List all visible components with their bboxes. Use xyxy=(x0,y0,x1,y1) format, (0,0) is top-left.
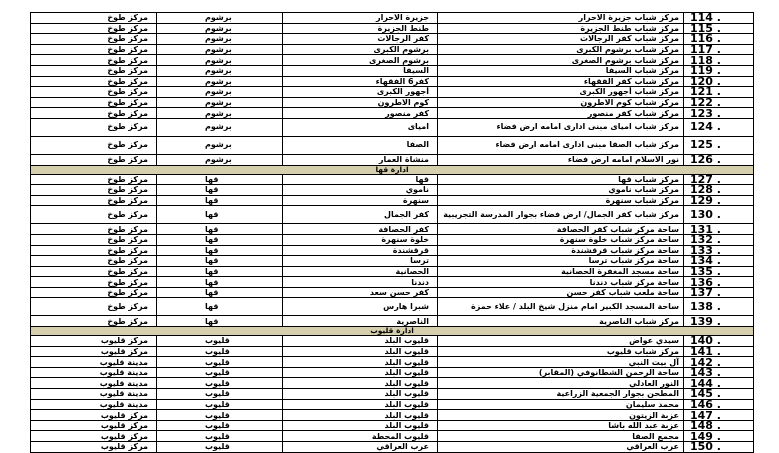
location-name-cell: مركز شباب برشوم الكبرى xyxy=(438,44,684,55)
location-name-cell: مركز شباب قليوب xyxy=(438,346,684,357)
locations-table xyxy=(30,12,754,453)
markaz-cell: قليوب xyxy=(157,378,283,389)
center-cell: مركز طوخ xyxy=(31,185,157,196)
table-row xyxy=(31,206,754,224)
markaz-cell: قليوب xyxy=(157,410,283,421)
location-name-cell: ساحة مركز شباب ترسا xyxy=(438,256,684,267)
table-row xyxy=(31,389,754,400)
table-row xyxy=(31,410,754,421)
center-cell: مركز طوخ xyxy=(31,234,157,245)
row-number-cell: 125 . xyxy=(684,136,754,154)
village-cell: طنط الجزيرة xyxy=(283,23,438,34)
row-number-cell: 130 . xyxy=(684,206,754,224)
markaz-cell: برشوم xyxy=(157,55,283,66)
row-number-cell: 143 . xyxy=(684,367,754,378)
village-cell: كفر منصور xyxy=(283,108,438,119)
markaz-cell: قها xyxy=(157,256,283,267)
row-number-cell: 139 . xyxy=(684,316,754,327)
location-name-cell: مركز شباب سنهرة xyxy=(438,195,684,206)
village-cell: كفر6 الفقهاء xyxy=(283,76,438,87)
location-name-cell: مركز شباب كفر الفقهاء xyxy=(438,76,684,87)
table-row xyxy=(31,357,754,368)
center-cell: مركز طوخ xyxy=(31,277,157,288)
center-cell: مركز طوخ xyxy=(31,154,157,165)
location-name-cell: مركز شباب الصفا مبنى ادارى امامه ارض فضاء xyxy=(438,136,684,154)
row-number-cell: 119 . xyxy=(684,65,754,76)
markaz-cell: برشوم xyxy=(157,13,283,24)
markaz-cell: قها xyxy=(157,266,283,277)
markaz-cell: قليوب xyxy=(157,442,283,453)
village-cell: عرب العراقي xyxy=(283,442,438,453)
location-name-cell: المطحن بجوار الجمعية الزراعية xyxy=(438,389,684,400)
center-cell: مركز طوخ xyxy=(31,23,157,34)
location-name-cell: مركز شباب كفر منصور xyxy=(438,108,684,119)
village-cell: امياى xyxy=(283,118,438,136)
center-cell: مركز طوخ xyxy=(31,256,157,267)
center-cell: مركز طوخ xyxy=(31,118,157,136)
row-number-cell: 114 . xyxy=(684,13,754,24)
markaz-cell: قليوب xyxy=(157,399,283,410)
markaz-cell: قليوب xyxy=(157,420,283,431)
row-number-cell: 141 . xyxy=(684,346,754,357)
village-cell: قليوب البلد xyxy=(283,336,438,347)
village-cell: قها xyxy=(283,174,438,185)
center-cell: مركز طوخ xyxy=(31,97,157,108)
location-name-cell: نور الاسلام امامه ارض فضاء xyxy=(438,154,684,165)
village-cell: قليوب البلد xyxy=(283,389,438,400)
village-cell: جزيرة الاحرار xyxy=(283,13,438,24)
row-number-cell: 126 . xyxy=(684,154,754,165)
section-header-row xyxy=(31,327,754,336)
table-row xyxy=(31,442,754,453)
row-number-cell: 142 . xyxy=(684,357,754,368)
location-name-cell: مركز شباب كوم الاطرون xyxy=(438,97,684,108)
table-row xyxy=(31,13,754,24)
center-cell: مركز طوخ xyxy=(31,316,157,327)
village-cell: الصفا xyxy=(283,136,438,154)
center-cell: مركز قليوب xyxy=(31,336,157,347)
table-body xyxy=(31,13,754,453)
location-name-cell: ساحة مركز شباب كفر الحصافة xyxy=(438,224,684,235)
markaz-cell: قها xyxy=(157,245,283,256)
village-cell: أجهور الكبرى xyxy=(283,87,438,98)
location-name-cell: مركز شباب برشوم الصغرى xyxy=(438,55,684,66)
row-number-cell: 133 . xyxy=(684,245,754,256)
center-cell: مركز قليوب xyxy=(31,420,157,431)
location-name-cell: مركز شباب قها xyxy=(438,174,684,185)
village-cell: قليوب البلد xyxy=(283,420,438,431)
table-row xyxy=(31,108,754,119)
location-name-cell: النور العادلي xyxy=(438,378,684,389)
location-name-cell: مركز شباب طنط الجزيرة xyxy=(438,23,684,34)
markaz-cell: برشوم xyxy=(157,76,283,87)
table-row xyxy=(31,174,754,185)
village-cell: منشاة العمار xyxy=(283,154,438,165)
row-number-cell: 118 . xyxy=(684,55,754,66)
markaz-cell: برشوم xyxy=(157,65,283,76)
table-row xyxy=(31,76,754,87)
village-cell: قليوب البلد xyxy=(283,346,438,357)
village-cell: برشوم الكبرى xyxy=(283,44,438,55)
table-row xyxy=(31,136,754,154)
table-row xyxy=(31,287,754,298)
table-row xyxy=(31,336,754,347)
village-cell: السيفا xyxy=(283,65,438,76)
village-cell: الحصانية xyxy=(283,266,438,277)
markaz-cell: برشوم xyxy=(157,34,283,45)
table-row xyxy=(31,367,754,378)
table-row xyxy=(31,44,754,55)
location-name-cell: مركز شباب أجهور الكبرى xyxy=(438,87,684,98)
center-cell: مركز طوخ xyxy=(31,44,157,55)
markaz-cell: برشوم xyxy=(157,154,283,165)
markaz-cell: برشوم xyxy=(157,108,283,119)
center-cell: مركز طوخ xyxy=(31,65,157,76)
table-row xyxy=(31,87,754,98)
row-number-cell: 150 . xyxy=(684,442,754,453)
markaz-cell: برشوم xyxy=(157,23,283,34)
village-cell: كفر حسن سعد xyxy=(283,287,438,298)
table-row xyxy=(31,298,754,316)
location-name-cell: ساحة مركز شباب قرقشندة xyxy=(438,245,684,256)
row-number-cell: 127 . xyxy=(684,174,754,185)
village-cell: برشوم الصغرى xyxy=(283,55,438,66)
village-cell: ترسا xyxy=(283,256,438,267)
center-cell: مركز طوخ xyxy=(31,136,157,154)
center-cell: مركز طوخ xyxy=(31,245,157,256)
markaz-cell: قليوب xyxy=(157,357,283,368)
row-number-cell: 128 . xyxy=(684,185,754,196)
row-number-cell: 117 . xyxy=(684,44,754,55)
table-row xyxy=(31,55,754,66)
location-name-cell: ساحة مركز شباب دندنا xyxy=(438,277,684,288)
row-number-cell: 144 . xyxy=(684,378,754,389)
row-number-cell: 131 . xyxy=(684,224,754,235)
center-cell: مدينة قليوب xyxy=(31,389,157,400)
table-row xyxy=(31,346,754,357)
markaz-cell: قها xyxy=(157,277,283,288)
table-row xyxy=(31,65,754,76)
markaz-cell: برشوم xyxy=(157,118,283,136)
location-name-cell: عزبة عبد الله باشا xyxy=(438,420,684,431)
table-row xyxy=(31,378,754,389)
center-cell: مركز قليوب xyxy=(31,431,157,442)
center-cell: مركز طوخ xyxy=(31,224,157,235)
table-row xyxy=(31,277,754,288)
row-number-cell: 145 . xyxy=(684,389,754,400)
markaz-cell: قليوب xyxy=(157,431,283,442)
center-cell: مركز طوخ xyxy=(31,287,157,298)
center-cell: مركز طوخ xyxy=(31,13,157,24)
center-cell: مركز طوخ xyxy=(31,206,157,224)
table-row xyxy=(31,97,754,108)
row-number-cell: 140 . xyxy=(684,336,754,347)
table-row xyxy=(31,23,754,34)
center-cell: مركز طوخ xyxy=(31,108,157,119)
village-cell: الناصرية xyxy=(283,316,438,327)
row-number-cell: 122 . xyxy=(684,97,754,108)
village-cell: قليوب البلد xyxy=(283,378,438,389)
location-name-cell: مركز شباب جزيرة الاحرار xyxy=(438,13,684,24)
center-cell: مدينة قليوب xyxy=(31,367,157,378)
location-name-cell: عزبة الزيتون xyxy=(438,410,684,421)
row-number-cell: 123 . xyxy=(684,108,754,119)
location-name-cell: ساحة الرحمن الشطانوفي (المقابر) xyxy=(438,367,684,378)
markaz-cell: برشوم xyxy=(157,97,283,108)
village-cell: قليوب المحطة xyxy=(283,431,438,442)
table-row xyxy=(31,224,754,235)
village-cell: كفر الرجالات xyxy=(283,34,438,45)
row-number-cell: 134 . xyxy=(684,256,754,267)
center-cell: مركز قليوب xyxy=(31,442,157,453)
table-row xyxy=(31,154,754,165)
center-cell: مركز طوخ xyxy=(31,76,157,87)
row-number-cell: 115 . xyxy=(684,23,754,34)
markaz-cell: قها xyxy=(157,174,283,185)
row-number-cell: 149 . xyxy=(684,431,754,442)
markaz-cell: قها xyxy=(157,234,283,245)
table-row xyxy=(31,34,754,45)
center-cell: مركز طوخ xyxy=(31,195,157,206)
section-title: ادارة قليوب xyxy=(31,327,754,336)
table-row xyxy=(31,256,754,267)
village-cell: كوم الاطرون xyxy=(283,97,438,108)
center-cell: مدينة قليوب xyxy=(31,378,157,389)
location-name-cell: ساحة مسجد المغفرة الحصانية xyxy=(438,266,684,277)
markaz-cell: قليوب xyxy=(157,346,283,357)
markaz-cell: برشوم xyxy=(157,87,283,98)
center-cell: مركز طوخ xyxy=(31,87,157,98)
center-cell: مركز طوخ xyxy=(31,266,157,277)
row-number-cell: 124 . xyxy=(684,118,754,136)
center-cell: مركز قليوب xyxy=(31,410,157,421)
center-cell: مركز قليوب xyxy=(31,346,157,357)
table-row xyxy=(31,118,754,136)
row-number-cell: 148 . xyxy=(684,420,754,431)
table-row xyxy=(31,431,754,442)
table-row xyxy=(31,195,754,206)
table-row xyxy=(31,399,754,410)
location-name-cell: عرب العراقي xyxy=(438,442,684,453)
markaz-cell: قها xyxy=(157,185,283,196)
row-number-cell: 137 . xyxy=(684,287,754,298)
village-cell: سنهرة xyxy=(283,195,438,206)
location-name-cell: مركز شباب الناصرية xyxy=(438,316,684,327)
markaz-cell: قها xyxy=(157,206,283,224)
table-row xyxy=(31,266,754,277)
location-name-cell: مركز شباب كفر الرجالات xyxy=(438,34,684,45)
row-number-cell: 120 . xyxy=(684,76,754,87)
location-name-cell: محمد سليمان xyxy=(438,399,684,410)
markaz-cell: قها xyxy=(157,224,283,235)
section-header-row xyxy=(31,165,754,174)
markaz-cell: قليوب xyxy=(157,389,283,400)
row-number-cell: 146 . xyxy=(684,399,754,410)
location-name-cell: ساحة مركز شباب خلوة سنهرة xyxy=(438,234,684,245)
village-cell: كفر الجمال xyxy=(283,206,438,224)
location-name-cell: مركز شباب السيفا xyxy=(438,65,684,76)
village-cell: خلوة سنهرة xyxy=(283,234,438,245)
center-cell: مركز طوخ xyxy=(31,298,157,316)
village-cell: ناموي xyxy=(283,185,438,196)
village-cell: دندنا xyxy=(283,277,438,288)
center-cell: مركز طوخ xyxy=(31,34,157,45)
markaz-cell: قها xyxy=(157,298,283,316)
markaz-cell: برشوم xyxy=(157,44,283,55)
center-cell: مركز طوخ xyxy=(31,55,157,66)
location-name-cell: آل بيت النبي xyxy=(438,357,684,368)
table-row xyxy=(31,420,754,431)
location-name-cell: ساحة ملعب شباب كفر حسن xyxy=(438,287,684,298)
location-name-cell: مركز شباب امياى مبنى ادارى امامه ارض فضاء xyxy=(438,118,684,136)
village-cell: شبرا هارس xyxy=(283,298,438,316)
markaz-cell: برشوم xyxy=(157,136,283,154)
table-row xyxy=(31,234,754,245)
table-row xyxy=(31,185,754,196)
village-cell: قليوب البلد xyxy=(283,410,438,421)
center-cell: مدينة قليوب xyxy=(31,399,157,410)
village-cell: كفر الحصافة xyxy=(283,224,438,235)
village-cell: قليوب البلد xyxy=(283,357,438,368)
table-row xyxy=(31,245,754,256)
row-number-cell: 132 . xyxy=(684,234,754,245)
row-number-cell: 147 . xyxy=(684,410,754,421)
markaz-cell: قها xyxy=(157,195,283,206)
markaz-cell: قليوب xyxy=(157,336,283,347)
markaz-cell: قليوب xyxy=(157,367,283,378)
location-name-cell: مركز شباب كفر الجمال/ ارض فضاء بجوار المدرسة التجريبية xyxy=(438,206,684,224)
markaz-cell: قها xyxy=(157,316,283,327)
village-cell: قليوب البلد xyxy=(283,367,438,378)
row-number-cell: 116 . xyxy=(684,34,754,45)
row-number-cell: 121 . xyxy=(684,87,754,98)
markaz-cell: قها xyxy=(157,287,283,298)
section-title: ادارة قها xyxy=(31,165,754,174)
village-cell: قرقشندة xyxy=(283,245,438,256)
center-cell: مركز طوخ xyxy=(31,174,157,185)
center-cell: مدينة قليوب xyxy=(31,357,157,368)
table-row xyxy=(31,316,754,327)
location-name-cell: مجمع الصفا xyxy=(438,431,684,442)
row-number-cell: 129 . xyxy=(684,195,754,206)
row-number-cell: 136 . xyxy=(684,277,754,288)
village-cell: قليوب البلد xyxy=(283,399,438,410)
location-name-cell: مركز شباب ناموي xyxy=(438,185,684,196)
location-name-cell: ساحة المسجد الكبير امام منزل شيخ البلد / علاء حمزة xyxy=(438,298,684,316)
location-name-cell: سيدي عواض xyxy=(438,336,684,347)
row-number-cell: 135 . xyxy=(684,266,754,277)
row-number-cell: 138 . xyxy=(684,298,754,316)
